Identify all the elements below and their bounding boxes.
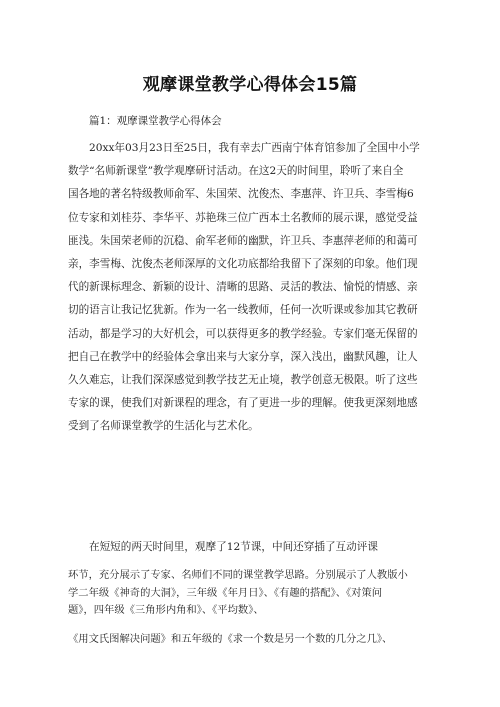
text-line: 代的新课标理念、新颖的设计、清晰的思路、灵活的教法、愉悦的情感、亲 [68, 281, 418, 294]
text-line: 把自己在教学中的经验体会拿出来与大家分享，深入浅出，幽默风趣，让人 [68, 350, 418, 363]
paragraph-1 [68, 137, 438, 438]
text-line: 受到了名师课堂教学的生活化与艺术化。 [68, 420, 259, 433]
text-line: 学二年级《神奇的大洞》，三年级《年月日》、《有趣的搭配》、《对策问 [68, 586, 383, 599]
text-line: 亲，李雪梅、沈俊杰老师深厚的文化功底都给我留下了深刻的印象。他们现 [68, 257, 418, 270]
section-heading: 篇1：观摩课堂教学心得体会 [89, 115, 222, 127]
text-line: 位专家和刘桂芬、李华平、苏艳珠三位广西本土名教师的展示课，感觉受益 [68, 211, 418, 224]
text-line: 《用文氏图解决问题》和五年级的《求一个数是另一个数的几分之几》、 [68, 633, 393, 645]
paragraph-3 [68, 567, 438, 620]
paragraph-2 [68, 536, 438, 558]
text-line: 活动，都是学习的大好机会，可以获得更多的教学经验。专家们毫无保留的 [68, 327, 418, 340]
text-line: 环节，充分展示了专家、名师们不同的课堂教学思路。分别展示了人教版小 [68, 569, 408, 581]
text-line: 匪浅。朱国荣老师的沉稳、俞军老师的幽默，许卫兵、李惠萍老师的和蔼可 [68, 234, 418, 247]
text-line: 题》，四年级《三角形内角和》、《平均数》、 [68, 604, 264, 616]
text-line: 切的语言让我记忆犹新。作为一名一线教师，任何一次听课或参加其它教研 [68, 304, 418, 317]
text-line: 数学“名师新课堂”教学观摩研讨活动。在这2天的时间里，聆听了来自全 [68, 165, 404, 178]
text-line: 20xx年03月23日至25日，我有幸去广西南宁体育馆参加了全国中小学 [89, 142, 420, 154]
text-line: 专家的课，使我们对新课程的理念，有了更进一步的理解。使我更深刻地感 [68, 397, 418, 410]
document-title: 观摩课堂教学心得体会15篇 [142, 75, 358, 95]
text-line: 国各地的著名特级教师俞军、朱国荣、沈俊杰、李惠萍、许卫兵、李雪梅6 [68, 188, 414, 201]
paragraph-4 [68, 630, 438, 648]
text-line: 久久难忘，让我们深深感觉到教学技艺无止境，教学创意无极限。听了这些 [68, 373, 418, 386]
text-line: 在短短的两天时间里，观摩了12节课，中间还穿插了互动评课 [89, 541, 378, 553]
